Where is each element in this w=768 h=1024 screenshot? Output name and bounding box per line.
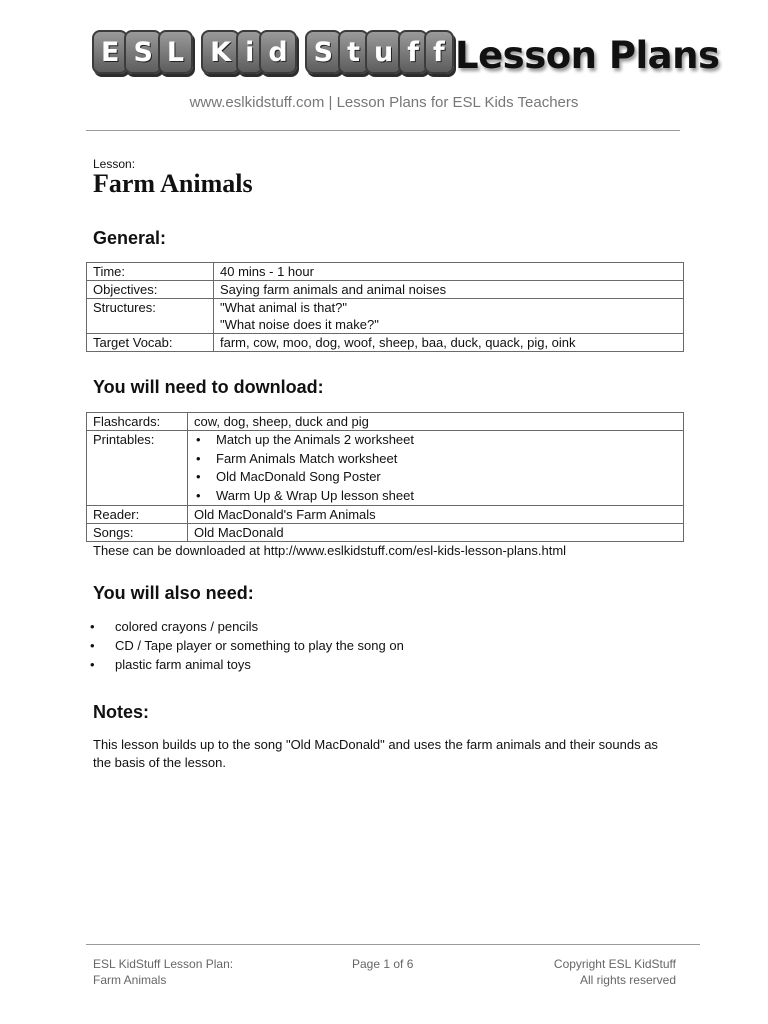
logo-tile: u bbox=[365, 30, 402, 74]
rights-reserved: All rights reserved bbox=[579, 973, 676, 987]
row-label: Target Vocab: bbox=[87, 334, 214, 352]
list-item: • plastic farm animal toys bbox=[90, 655, 404, 674]
logo-tile: i bbox=[236, 30, 263, 74]
row-label: Songs: bbox=[87, 524, 188, 542]
structure-line: "What animal is that?" bbox=[220, 300, 348, 315]
row-value bbox=[188, 431, 684, 506]
logo-tile: L bbox=[158, 30, 193, 74]
logo-tile: d bbox=[259, 30, 296, 74]
header-divider bbox=[86, 130, 680, 131]
logo-tile: f bbox=[424, 30, 454, 74]
footer-divider bbox=[86, 944, 700, 945]
list-item: • Old MacDonald Song Poster bbox=[194, 468, 677, 487]
download-note: These can be downloaded at http://www.eslkidstuff.com/esl-kids-lesson-plans.html bbox=[93, 543, 567, 558]
table-row bbox=[87, 506, 684, 524]
row-label: Reader: bbox=[87, 506, 188, 524]
table-row bbox=[87, 431, 684, 506]
list-item: • colored crayons / pencils bbox=[90, 617, 404, 636]
table-row bbox=[87, 334, 684, 352]
row-label: Structures: bbox=[87, 299, 214, 334]
esl-kidstuff-logo bbox=[92, 30, 450, 74]
general-heading: General: bbox=[93, 228, 167, 248]
list-item: • Warm Up & Wrap Up lesson sheet bbox=[194, 487, 677, 506]
logo-tile: K bbox=[201, 30, 240, 74]
printables-list bbox=[194, 431, 677, 505]
row-value: Old MacDonald bbox=[188, 524, 684, 542]
table-row bbox=[87, 524, 684, 542]
footer-plan-name: Farm Animals bbox=[93, 973, 167, 987]
logo-tile: f bbox=[398, 30, 428, 74]
table-row bbox=[87, 299, 684, 334]
row-label: Objectives: bbox=[87, 281, 214, 299]
row-value: Old MacDonald's Farm Animals bbox=[188, 506, 684, 524]
page-number: Page 1 of 6 bbox=[352, 957, 414, 971]
also-need-heading: You will also need: bbox=[93, 583, 254, 603]
footer-left bbox=[93, 956, 233, 988]
row-label: Time: bbox=[87, 263, 214, 281]
row-value: farm, cow, moo, dog, woof, sheep, baa, duck, quack, pig, oink bbox=[214, 334, 684, 352]
general-table bbox=[86, 262, 684, 352]
also-need-list bbox=[90, 617, 404, 674]
notes-heading: Notes: bbox=[93, 702, 150, 722]
table-row bbox=[87, 413, 684, 431]
list-item: • Match up the Animals 2 worksheet bbox=[194, 431, 677, 450]
row-value bbox=[214, 299, 684, 334]
logo-tile: E bbox=[92, 30, 128, 74]
table-row bbox=[87, 281, 684, 299]
footer-plan-label: ESL KidStuff Lesson Plan: bbox=[93, 957, 234, 971]
lesson-label: Lesson: bbox=[93, 157, 136, 171]
logo-tile: S bbox=[124, 30, 161, 74]
row-label: Printables: bbox=[87, 431, 188, 506]
structure-line: "What noise does it make?" bbox=[220, 317, 379, 332]
site-subheader: www.eslkidstuff.com | Lesson Plans for ESL Kids Teachers bbox=[189, 94, 579, 111]
lesson-plans-title: Lesson Plans bbox=[455, 34, 720, 77]
notes-text: This lesson builds up to the song "Old MacDonald" and uses the farm animals and their sounds as the basis of the lesson. bbox=[93, 737, 658, 770]
logo-tile: t bbox=[338, 30, 369, 74]
row-value: 40 mins - 1 hour bbox=[214, 263, 684, 281]
row-value: cow, dog, sheep, duck and pig bbox=[188, 413, 684, 431]
copyright: Copyright ESL KidStuff bbox=[553, 957, 676, 971]
footer-right bbox=[520, 956, 676, 988]
lesson-title: Farm Animals bbox=[93, 169, 253, 198]
row-value: Saying farm animals and animal noises bbox=[214, 281, 684, 299]
row-label: Flashcards: bbox=[87, 413, 188, 431]
table-row bbox=[87, 263, 684, 281]
logo-tile: S bbox=[305, 30, 342, 74]
download-heading: You will need to download: bbox=[93, 377, 324, 397]
list-item: • CD / Tape player or something to play the song on bbox=[90, 636, 404, 655]
download-table bbox=[86, 412, 684, 542]
list-item: • Farm Animals Match worksheet bbox=[194, 450, 677, 469]
